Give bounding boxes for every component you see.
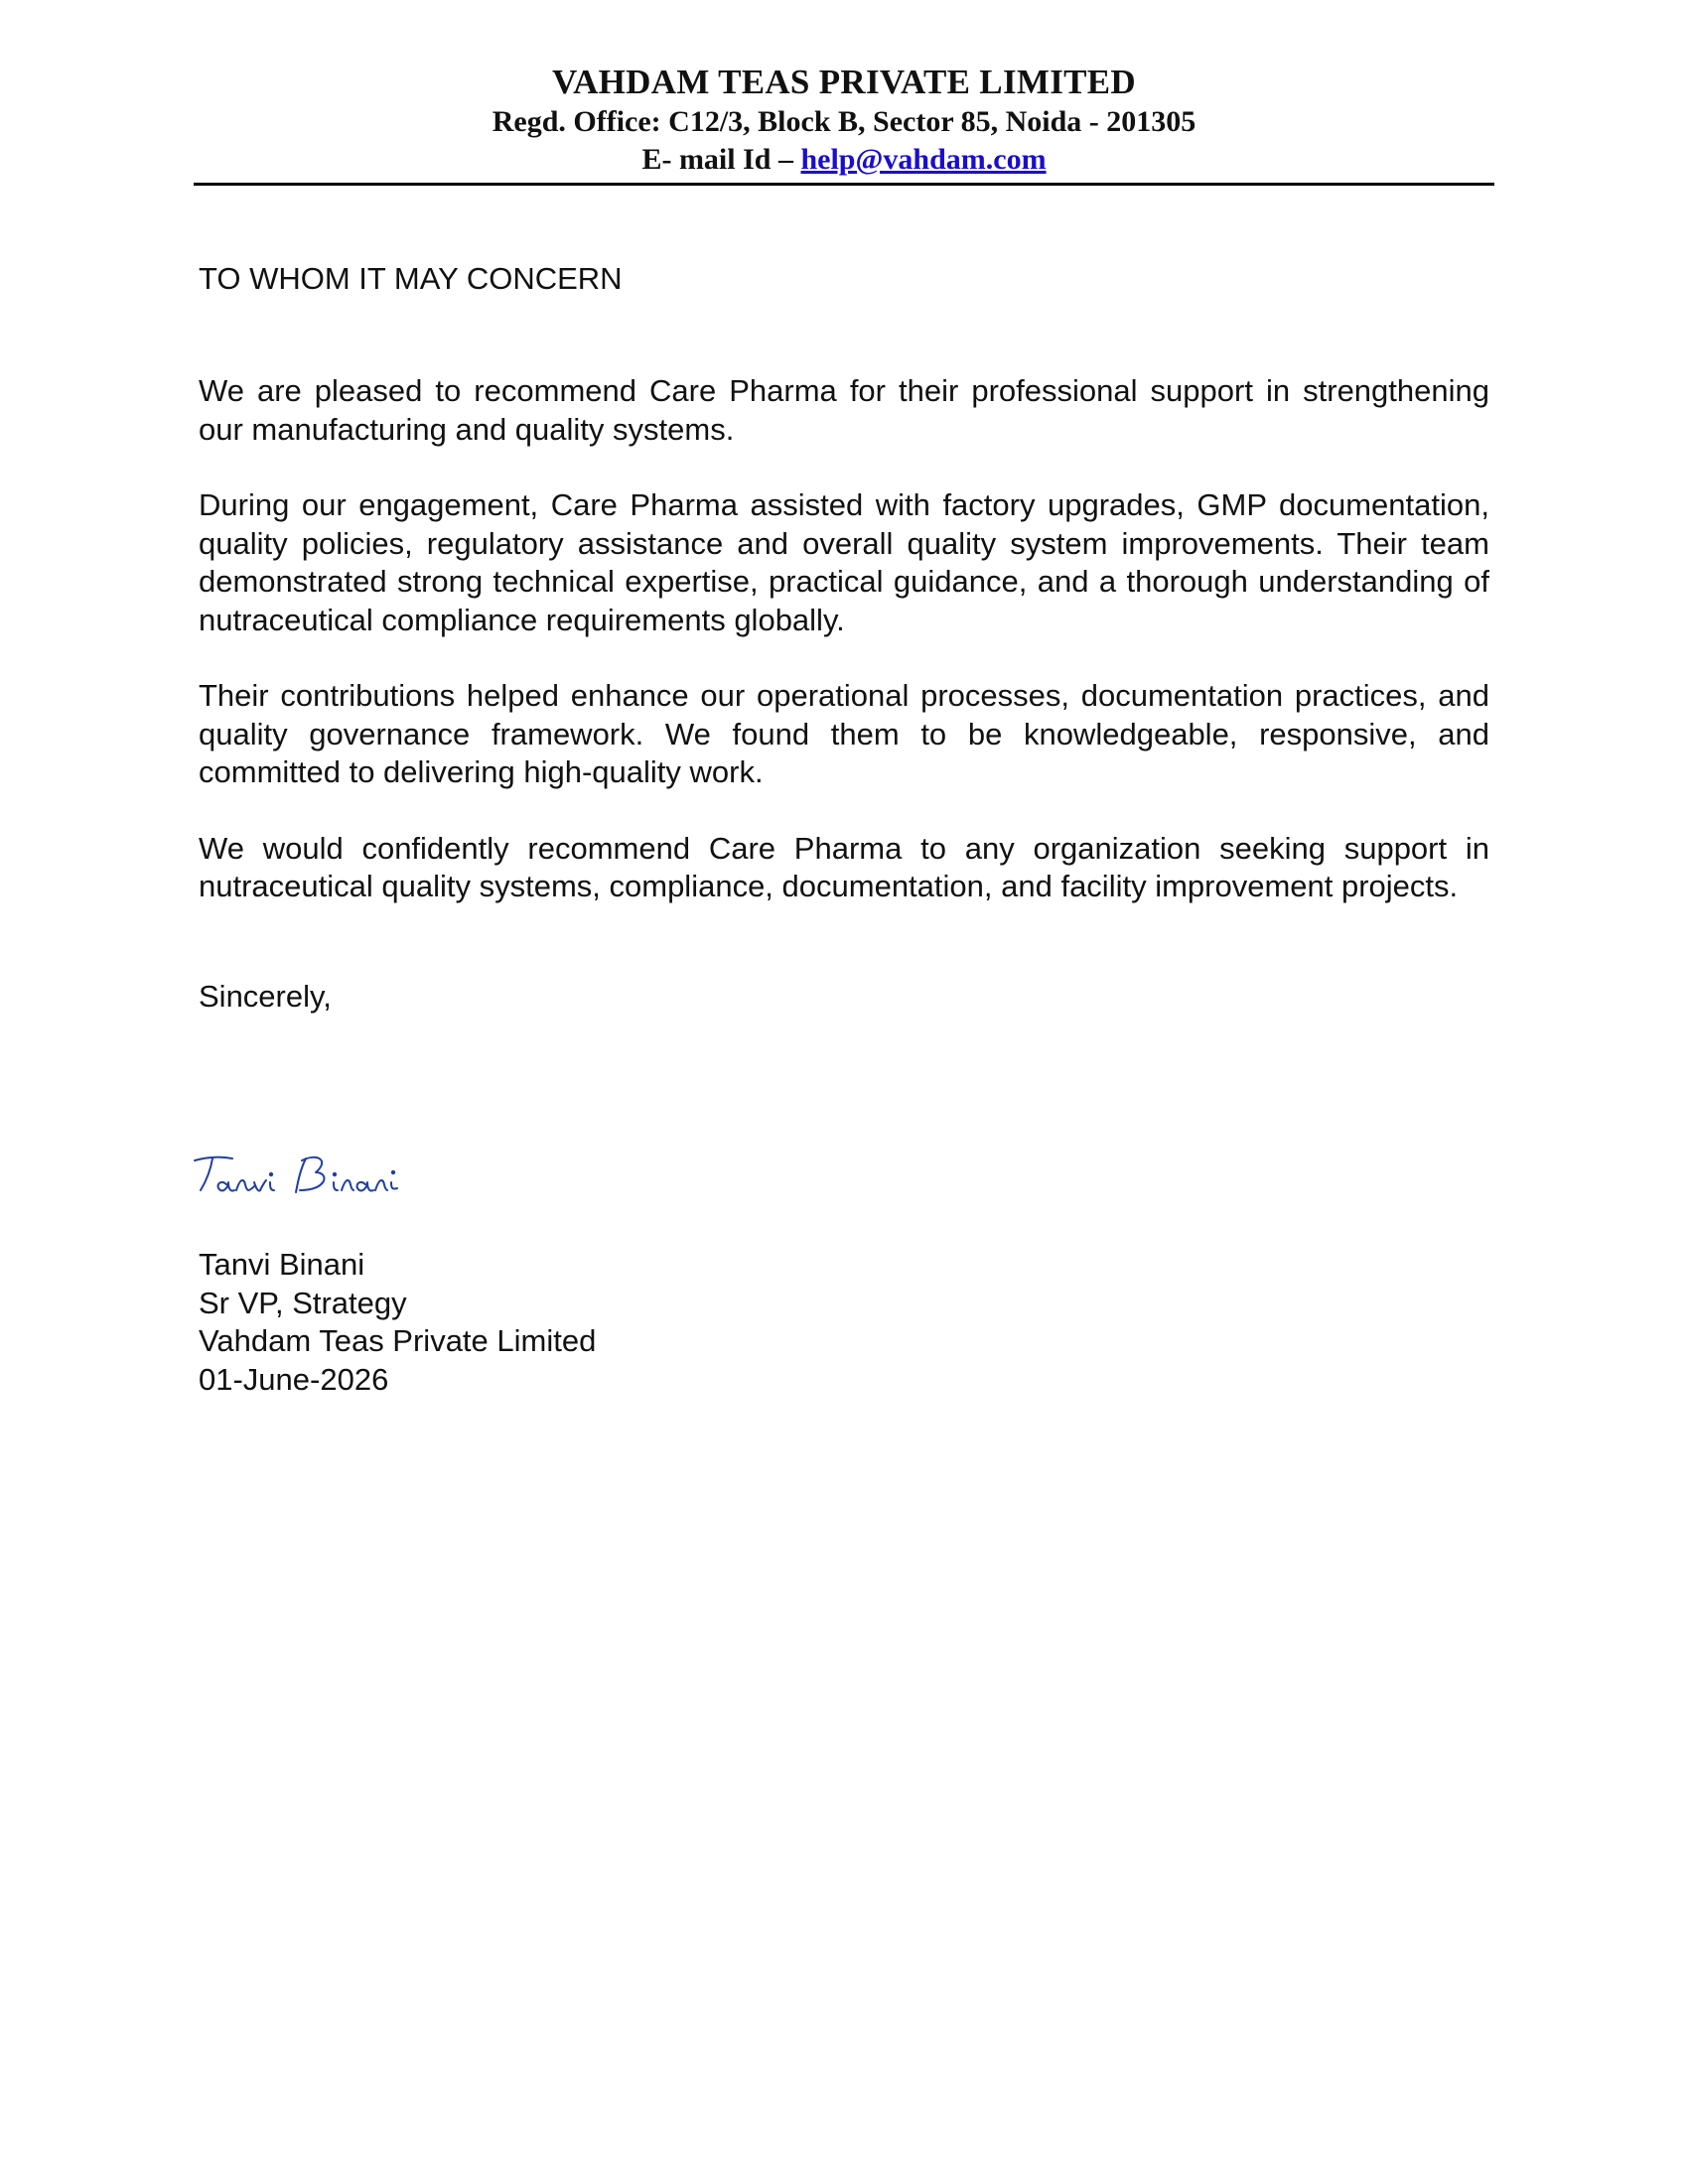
salutation: TO WHOM IT MAY CONCERN: [199, 261, 623, 296]
letterhead-divider: [194, 183, 1494, 186]
email-label: E- mail Id –: [641, 143, 801, 176]
email-line: [194, 141, 1494, 179]
office-address: Regd. Office: C12/3, Block B, Sector 85, Noida - 201305: [492, 105, 1196, 138]
paragraph-contributions: Their contributions helped enhance our operational processes, documentation practices, and quality governance framework. We found them to be knowledgeable, responsive, and committed to delivering high-quality work.: [199, 678, 1489, 789]
paragraph-closing-recommendation: We would confidently recommend Care Pharma to any organization seeking support in nutraceutical quality systems, compliance, documentation, and facility improvement projects.: [199, 830, 1489, 903]
email-link[interactable]: help@vahdam.com: [800, 143, 1047, 176]
letter-body: [199, 372, 1489, 944]
letter-date: 01-June-2026: [199, 1361, 389, 1397]
signatory-block: [199, 1246, 596, 1399]
handwritten-signature: [189, 1147, 427, 1206]
company-name: VAHDAM TEAS PRIVATE LIMITED: [552, 63, 1136, 101]
letterhead: [194, 62, 1494, 179]
signatory-title: Sr VP, Strategy: [199, 1285, 407, 1320]
signatory-name: Tanvi Binani: [199, 1247, 365, 1282]
closing: Sincerely,: [199, 979, 332, 1014]
signatory-company: Vahdam Teas Private Limited: [199, 1323, 597, 1358]
paragraph-engagement: During our engagement, Care Pharma assisted with factory upgrades, GMP documentation, quality policies, regulatory assistance and overall quality system improvements. Their team demonstrated strong technical expertise, practical guidance, and a thorough understanding of nutraceutical compliance requirements globally.: [199, 487, 1489, 637]
paragraph-recommendation: We are pleased to recommend Care Pharma for their professional support in strengthening our manufacturing and quality systems.: [199, 373, 1489, 447]
